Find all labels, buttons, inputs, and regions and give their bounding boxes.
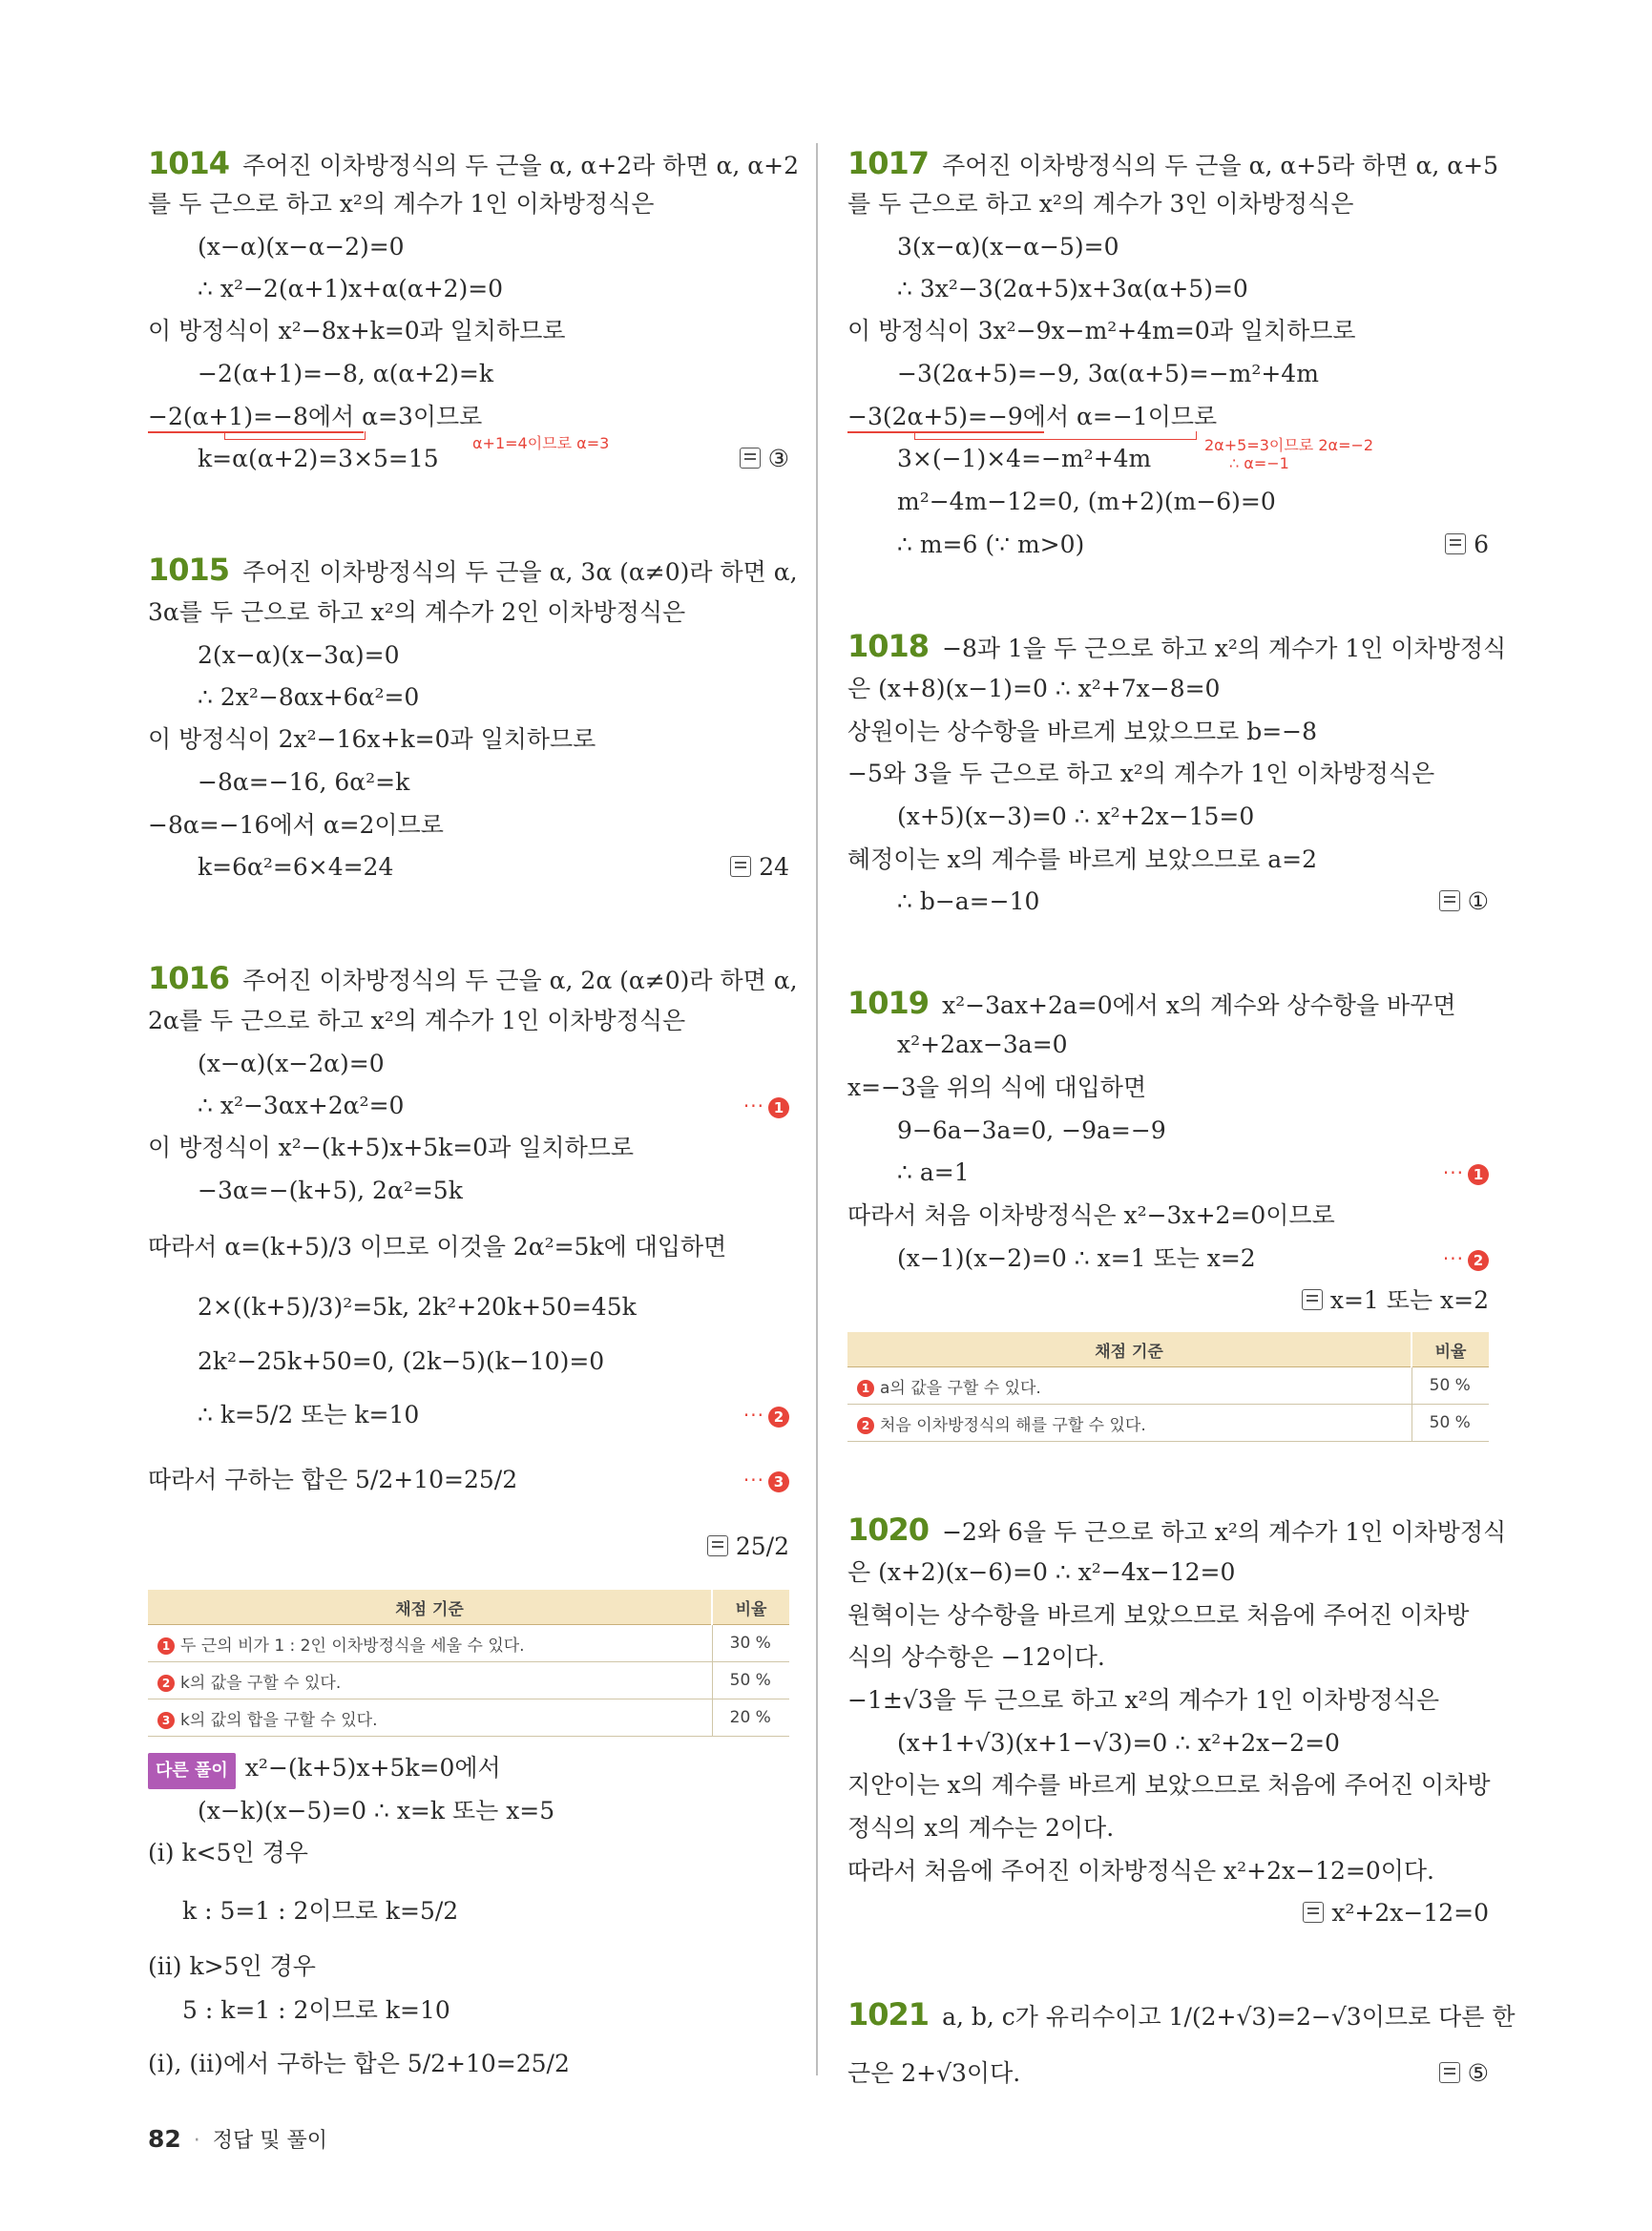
alt-solution-line-7: (i), (ii)에서 구하는 합은 5/2+10=25/2 [148, 2050, 570, 2077]
problem-1018-line-2: 은 (x+8)(x−1)=0 ∴ x²+7x−8=0 [847, 675, 1221, 702]
problem-1016-line-10: ∴ k=5/2 또는 k=10 [198, 1401, 420, 1428]
answer-1016: 25/2 [707, 1531, 789, 1563]
problem-1018-line-5: (x+5)(x−3)=0 ∴ x²+2x−15=0 [897, 803, 1255, 830]
problem-1016-line-11: 따라서 구하는 합은 5/2+10=25/2 [148, 1466, 518, 1493]
problem-1015-line-5: 이 방정식이 2x²−16x+k=0과 일치하므로 [148, 725, 596, 753]
problem-1016-line-3: (x−α)(x−2α)=0 [198, 1050, 385, 1077]
problem-1015-line-6: −8α=−16, 6α²=k [198, 768, 410, 796]
answer-1014: ③ [740, 443, 789, 475]
answer-icon [1439, 890, 1460, 911]
table-row: 1 두 근의 비가 1 : 2인 이차방정식을 세울 수 있다. 30 % [148, 1625, 789, 1662]
problem-1016-line-9: 2k²−25k+50=0, (2k−5)(k−10)=0 [198, 1347, 605, 1375]
alt-solution-line-6: 5 : k=1 : 2이므로 k=10 [182, 1996, 450, 2024]
scoring-mark-1: ··· 1 [743, 1090, 789, 1122]
grading-header-criteria: 채점 기준 [148, 1590, 712, 1625]
problem-1019-line-5: ∴ a=1 [897, 1158, 970, 1186]
grading-table-1019 [847, 1332, 1489, 1442]
table-row: 2 처음 이차방정식의 해를 구할 수 있다. 50 % [847, 1405, 1489, 1442]
problem-1019-line-1: 1019 x²−3ax+2a=0에서 x의 계수와 상수항을 바꾸면 [847, 985, 1456, 1021]
alt-solution-line-4: k : 5=1 : 2이므로 k=5/2 [182, 1897, 459, 1925]
problem-number: 1016 [148, 960, 230, 996]
problem-1014-line-3: (x−α)(x−α−2)=0 [198, 233, 405, 261]
problem-1016-line-8: 2×((k+5)/3)²=5k, 2k²+20k+50=45k [198, 1293, 637, 1321]
separator-dot: · [193, 2129, 200, 2153]
problem-1015-line-4: ∴ 2x²−8αx+6α²=0 [198, 683, 420, 711]
problem-1017-line-3: 3(x−α)(x−α−5)=0 [897, 233, 1119, 261]
problem-1021-line-2: 근은 2+√3이다. [847, 2059, 1021, 2087]
problem-1015-line-1: 1015 주어진 이차방정식의 두 근을 α, 3α (α≠0)라 하면 α, [148, 552, 798, 588]
problem-1020-line-1: 1020 −2와 6을 두 근으로 하고 x²의 계수가 1인 이차방정식 [847, 1512, 1507, 1548]
alt-solution-line-2: (x−k)(x−5)=0 ∴ x=k 또는 x=5 [198, 1797, 555, 1824]
alt-solution-tag: 다른 풀이 [148, 1753, 236, 1789]
problem-number: 1020 [847, 1512, 930, 1548]
table-row: 1 a의 값을 구할 수 있다. 50 % [847, 1367, 1489, 1405]
problem-1016-line-5: 이 방정식이 x²−(k+5)x+5k=0과 일치하므로 [148, 1134, 635, 1161]
problem-1019-line-2: x²+2ax−3a=0 [897, 1031, 1068, 1058]
grading-header-criteria: 채점 기준 [847, 1332, 1412, 1367]
problem-1015-line-2: 3α를 두 근으로 하고 x²의 계수가 2인 이차방정식은 [148, 598, 686, 626]
problem-1017-line-1: 1017 주어진 이차방정식의 두 근을 α, α+5라 하면 α, α+5 [847, 145, 1499, 181]
problem-1016-line-2: 2α를 두 근으로 하고 x²의 계수가 1인 이차방정식은 [148, 1007, 686, 1034]
annotation-note: 2α+5=3이므로 2α=−2 [1204, 436, 1374, 454]
problem-1016-line-1: 1016 주어진 이차방정식의 두 근을 α, 2α (α≠0)라 하면 α, [148, 960, 798, 996]
answer-icon [1439, 2062, 1460, 2083]
problem-number: 1015 [148, 552, 230, 588]
problem-1019-line-7: (x−1)(x−2)=0 ∴ x=1 또는 x=2 [897, 1244, 1256, 1272]
problem-number: 1014 [148, 145, 230, 181]
problem-1014-line-7: −2(α+1)=−8에서 α=3이므로 [148, 403, 483, 430]
problem-1020-line-2: 은 (x+2)(x−6)=0 ∴ x²−4x−12=0 [847, 1558, 1236, 1586]
problem-1019-line-4: 9−6a−3a=0, −9a=−9 [897, 1116, 1166, 1144]
problem-1019-line-6: 따라서 처음 이차방정식은 x²−3x+2=0이므로 [847, 1201, 1335, 1229]
problem-1014-line-5: 이 방정식이 x²−8x+k=0과 일치하므로 [148, 317, 566, 344]
alt-solution-line-5: (ii) k>5인 경우 [148, 1952, 316, 1980]
problem-1017-line-5: 이 방정식이 3x²−9x−m²+4m=0과 일치하므로 [847, 317, 1356, 344]
answer-1017: 6 [1445, 529, 1489, 561]
problem-1014-line-8: k=α(α+2)=3×5=15 [198, 445, 439, 472]
problem-1017-line-10: ∴ m=6 (∵ m>0) [897, 531, 1085, 558]
scoring-mark-3: ··· 3 [743, 1464, 789, 1496]
problem-1015-line-3: 2(x−α)(x−3α)=0 [198, 641, 400, 669]
alt-solution-line-1: 다른 풀이 x²−(k+5)x+5k=0에서 [148, 1752, 501, 1789]
grading-header-rate: 비율 [1412, 1332, 1489, 1367]
answer-icon [730, 856, 751, 877]
problem-1021-line-1: 1021 a, b, c가 유리수이고 1/(2+√3)=2−√3이므로 다른 한 [847, 1996, 1516, 2033]
problem-1017-line-8: 3×(−1)×4=−m²+4m [897, 445, 1152, 472]
answer-1018: ① [1439, 886, 1489, 918]
problem-1017-line-4: ∴ 3x²−3(2α+5)x+3α(α+5)=0 [897, 275, 1248, 302]
problem-1018-line-6: 혜정이는 x의 계수를 바르게 보았으므로 a=2 [847, 845, 1317, 873]
problem-1016-line-4: ∴ x²−3αx+2α²=0 [198, 1092, 405, 1119]
annotation-note: α+1=4이므로 α=3 [472, 434, 610, 452]
answer-icon [1303, 1902, 1324, 1923]
answer-icon [707, 1535, 728, 1556]
problem-1014-line-1: 1014 주어진 이차방정식의 두 근을 α, α+2라 하면 α, α+2 [148, 145, 800, 181]
problem-number: 1021 [847, 1996, 930, 2033]
problem-1020-line-3: 원혁이는 상수항을 바르게 보았으므로 처음에 주어진 이차방 [847, 1601, 1470, 1629]
column-divider [816, 143, 818, 2075]
problem-1020-line-5: −1±√3을 두 근으로 하고 x²의 계수가 1인 이차방정식은 [847, 1686, 1439, 1714]
problem-1017-line-6: −3(2α+5)=−9, 3α(α+5)=−m²+4m [897, 360, 1319, 387]
problem-number: 1019 [847, 985, 930, 1021]
problem-1016-line-7: 따라서 α=(k+5)/3 이므로 이것을 2α²=5k에 대입하면 [148, 1233, 727, 1261]
problem-1017-line-9: m²−4m−12=0, (m+2)(m−6)=0 [897, 488, 1276, 515]
footer-label: 정답 및 풀이 [212, 2129, 328, 2153]
answer-icon [740, 448, 761, 469]
answer-icon [1445, 533, 1466, 554]
problem-1018-line-4: −5와 3을 두 근으로 하고 x²의 계수가 1인 이차방정식은 [847, 760, 1435, 787]
problem-1017-line-2: 를 두 근으로 하고 x²의 계수가 3인 이차방정식은 [847, 190, 1354, 218]
problem-1020-line-6: (x+1+√3)(x+1−√3)=0 ∴ x²+2x−2=0 [897, 1729, 1340, 1757]
answer-1015: 24 [730, 851, 789, 884]
problem-1017-line-7: −3(2α+5)=−9에서 α=−1이므로 [847, 403, 1218, 430]
bracket [224, 431, 366, 440]
problem-number: 1017 [847, 145, 930, 181]
problem-1015-line-7: −8α=−16에서 α=2이므로 [148, 811, 444, 839]
problem-1020-line-4: 식의 상수항은 −12이다. [847, 1643, 1105, 1671]
page-number: 82 [148, 2125, 181, 2153]
answer-1021: ⑤ [1439, 2057, 1489, 2090]
problem-1019-line-3: x=−3을 위의 식에 대입하면 [847, 1074, 1147, 1101]
problem-1018-line-3: 상원이는 상수항을 바르게 보았으므로 b=−8 [847, 718, 1317, 745]
table-row: 2 k의 값을 구할 수 있다. 50 % [148, 1662, 789, 1699]
scoring-mark-2: ··· 2 [743, 1399, 789, 1431]
problem-1018-line-7: ∴ b−a=−10 [897, 887, 1040, 915]
annotation-note: ∴ α=−1 [1229, 454, 1289, 472]
table-row: 3 k의 값의 합을 구할 수 있다. 20 % [148, 1699, 789, 1737]
problem-1020-line-7: 지안이는 x의 계수를 바르게 보았으므로 처음에 주어진 이차방 [847, 1771, 1491, 1799]
problem-1014-line-2: 를 두 근으로 하고 x²의 계수가 1인 이차방정식은 [148, 190, 655, 218]
grading-table-1016 [148, 1590, 789, 1737]
problem-1018-line-1: 1018 −8과 1을 두 근으로 하고 x²의 계수가 1인 이차방정식 [847, 628, 1507, 664]
scoring-mark-1: ··· 1 [1443, 1157, 1489, 1189]
grading-header-rate: 비율 [712, 1590, 789, 1625]
problem-1020-line-9: 따라서 처음에 주어진 이차방정식은 x²+2x−12=0이다. [847, 1857, 1434, 1885]
problem-1014-line-6: −2(α+1)=−8, α(α+2)=k [198, 360, 494, 387]
answer-1019: x=1 또는 x=2 [1302, 1284, 1489, 1317]
bracket [914, 431, 1197, 440]
problem-1016-line-6: −3α=−(k+5), 2α²=5k [198, 1177, 463, 1204]
page-footer [148, 2124, 327, 2154]
problem-1014-line-4: ∴ x²−2(α+1)x+α(α+2)=0 [198, 275, 504, 302]
answer-icon [1302, 1289, 1323, 1310]
alt-solution-line-3: (i) k<5인 경우 [148, 1839, 308, 1866]
problem-number: 1018 [847, 628, 930, 664]
problem-1015-line-8: k=6α²=6×4=24 [198, 853, 394, 881]
answer-1020: x²+2x−12=0 [1303, 1897, 1489, 1929]
scoring-mark-2: ··· 2 [1443, 1242, 1489, 1275]
problem-1020-line-8: 정식의 x의 계수는 2이다. [847, 1814, 1115, 1842]
